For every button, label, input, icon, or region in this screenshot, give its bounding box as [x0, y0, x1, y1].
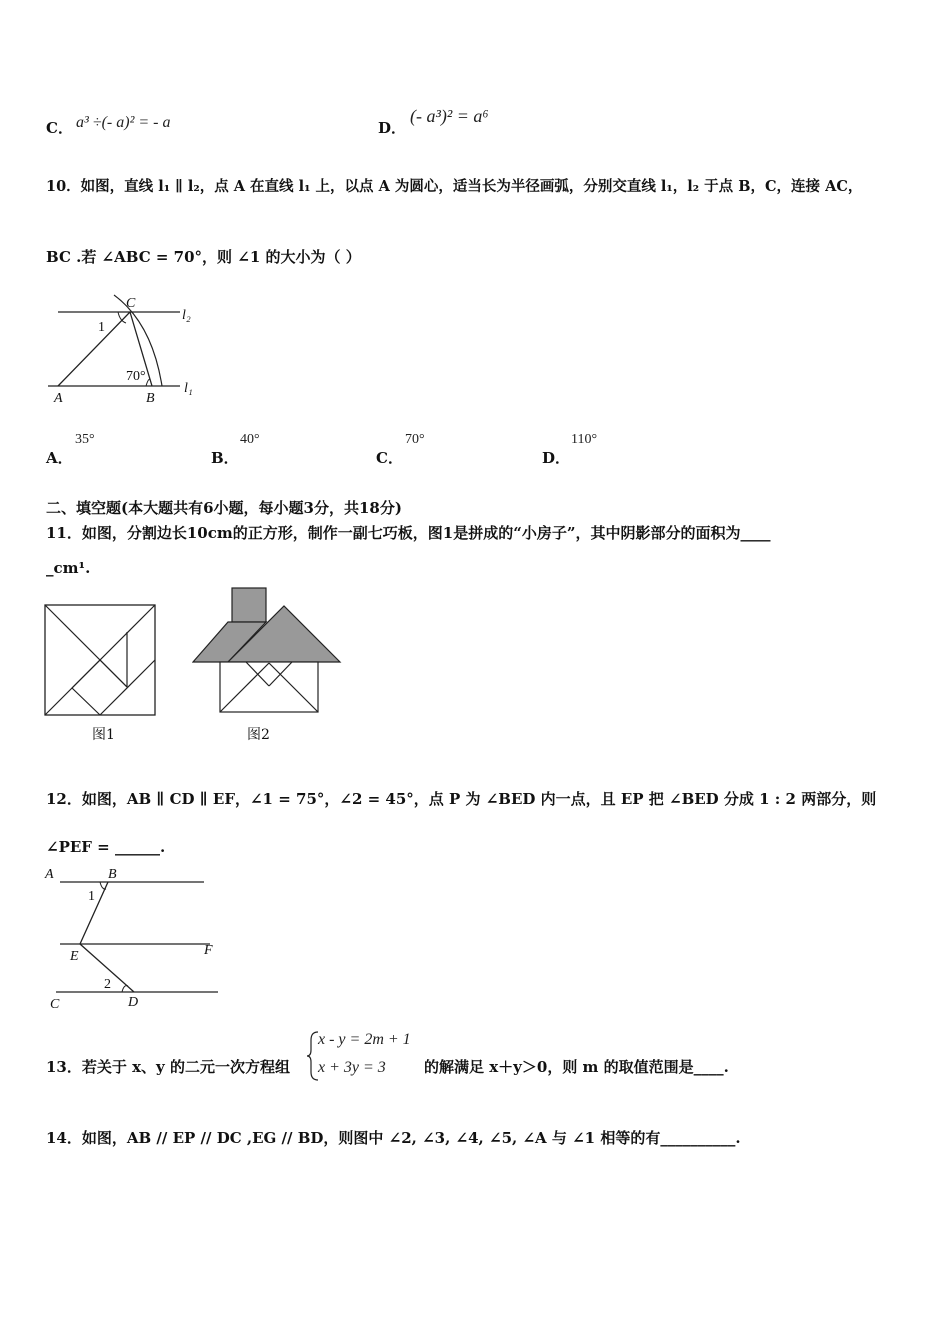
- q12-label-angle2: 2: [104, 977, 111, 992]
- q10-stem-line1: 10．如图，直线 l₁ ∥ l₂，点 A 在直线 l₁ 上，以点 A 为圆心，适当长为半径画弧，分别交直线 l₁，l₂ 于点 B，C，连接 AC，: [46, 178, 863, 195]
- q10-angle70-arc: [146, 379, 150, 386]
- q12-label-angle1: 1: [88, 889, 95, 904]
- q10-label-l1: l₁: [184, 381, 193, 396]
- q10-option-b-value: 40°: [240, 432, 260, 447]
- q10-option-a-value: 35°: [75, 432, 95, 447]
- q11-stem-line2: _cm¹.: [46, 559, 91, 577]
- q12-figure: [42, 862, 222, 1012]
- q11-figure2-house: [192, 586, 342, 714]
- q12-stem-line2: ∠PEF = ______.: [46, 838, 166, 856]
- q10-label-a: A: [54, 391, 63, 406]
- q10-option-a-label: A．: [46, 449, 73, 467]
- q9-option-c-label: C．: [46, 119, 73, 137]
- q10-label-b: B: [146, 391, 155, 406]
- q12-stem-line1: 12．如图，AB ∥ CD ∥ EF，∠1 = 75°，∠2 = 45°，点 P 为 ∠BED 内一点，且 EP 把 ∠BED 分成 1 : 2 两部分，则: [46, 790, 877, 808]
- q10-option-c-label: C．: [376, 449, 403, 467]
- q11-walls: [220, 662, 318, 712]
- q13-equation2: x + 3y = 3: [318, 1059, 386, 1076]
- q12-label-e: E: [70, 949, 79, 964]
- q11-figure1-tangram: [44, 604, 158, 718]
- q12-label-f: F: [204, 943, 213, 958]
- section2-title: 二、填空题(本大题共有6小题，每小题3分，共18分): [46, 499, 402, 517]
- q14-stem: 14．如图，AB // EP // DC ,EG // BD，则图中 ∠2, ∠3, ∠4, ∠5, ∠A 与 ∠1 相等的有__________.: [46, 1129, 741, 1147]
- q10-label-c: C: [126, 296, 136, 311]
- q10-option-b-label: B．: [211, 449, 239, 467]
- q10-stem-line2: BC .若 ∠ABC = 70°，则 ∠1 的大小为（ ）: [46, 248, 361, 266]
- q10-label-angle1: 1: [98, 320, 105, 335]
- q13-stem-prefix: 13．若关于 x、y 的二元一次方程组: [46, 1058, 290, 1076]
- q10-option-d-label: D．: [542, 449, 571, 467]
- q10-segment-ac: [58, 312, 130, 386]
- q10-label-70: 70°: [126, 369, 146, 384]
- q10-option-d-value: 110°: [571, 432, 598, 447]
- q9-option-c-expr: a³ ÷(- a)² = - a: [76, 114, 171, 131]
- q10-option-c-value: 70°: [405, 432, 425, 447]
- q9-option-d-expr: (- a³)² = a⁶: [410, 106, 489, 126]
- q11-figure2-caption: 图2: [247, 727, 270, 743]
- q9-option-d-label: D．: [378, 119, 407, 137]
- q12-label-c: C: [50, 997, 60, 1012]
- q11-stem-line1: 11．如图，分割边长10cm的正方形，制作一副七巧板，图1是拼成的“小房子”，其中阴影部分的面积为____: [46, 524, 771, 542]
- q12-label-b: B: [108, 867, 117, 882]
- q13-equation1: x - y = 2m + 1: [318, 1031, 411, 1048]
- q10-figure: [40, 293, 210, 408]
- q12-label-a: A: [45, 867, 54, 882]
- q11-figure1-caption: 图1: [92, 727, 115, 743]
- q12-label-d: D: [128, 995, 139, 1010]
- q13-stem-suffix: 的解满足 x＋y＞0，则 m 的取值范围是____.: [424, 1058, 729, 1076]
- q11-chimney: [232, 588, 266, 622]
- q10-label-l2: l₂: [182, 308, 191, 323]
